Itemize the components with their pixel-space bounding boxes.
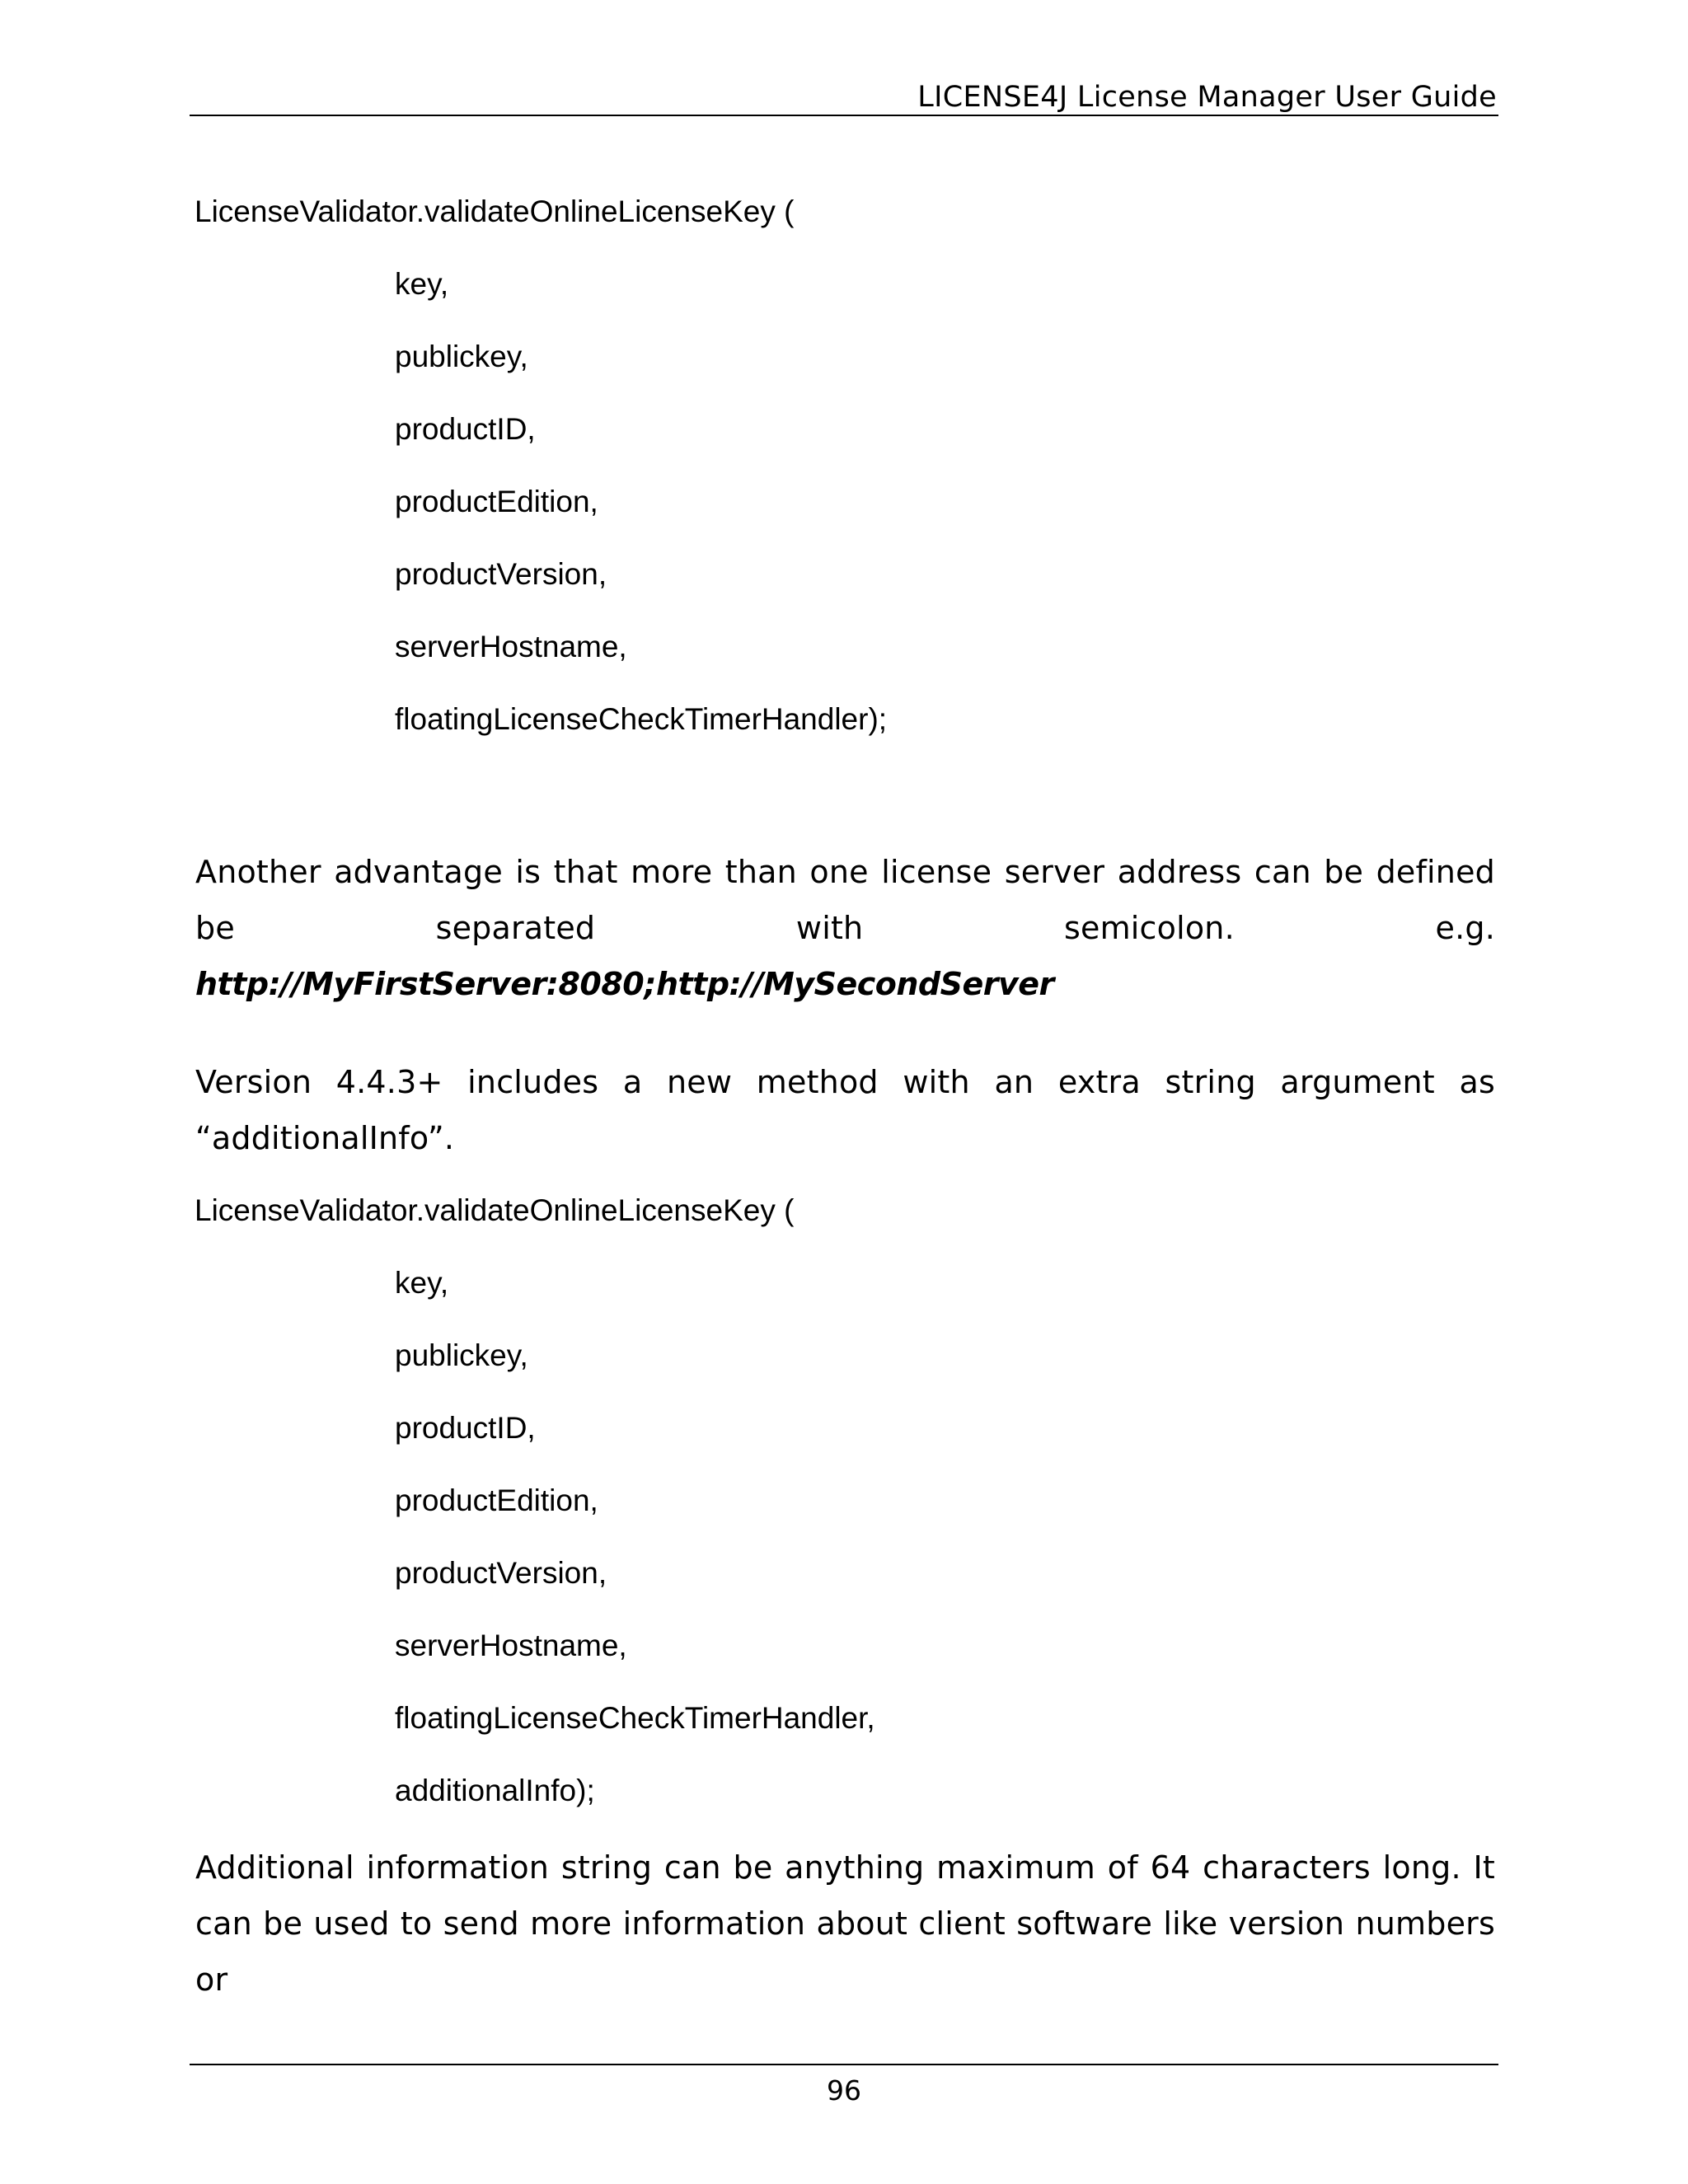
code-argument: key, [395,267,449,301]
code-argument: productVersion, [395,1556,607,1590]
page-number: 96 [827,2074,861,2107]
paragraph-additional-info: Additional information string can be anything maximum of 64 characters long. It can be used to send more information about client software like version numbers or [195,1849,1495,1998]
code-argument: key, [395,1266,449,1300]
header-rule [190,115,1498,116]
code-argument: serverHostname, [395,1629,627,1662]
code-argument: publickey, [395,340,528,373]
code-argument: productVersion, [395,557,607,591]
code-argument: publickey, [395,1338,528,1372]
code-argument: floatingLicenseCheckTimerHandler); [395,702,888,736]
paragraph-multiple-servers [195,844,1495,1012]
paragraph-text: Another advantage is that more than one license server address can be defined be separated with semicolon. e.g. [195,854,1495,946]
footer-rule [190,2064,1498,2065]
code-argument: productEdition, [395,485,598,518]
code-method-call: LicenseValidator.validateOnlineLicenseKey ( [195,1193,795,1227]
code-argument: productID, [395,412,536,446]
code-method-call: LicenseValidator.validateOnlineLicenseKey ( [195,194,795,228]
code-argument: floatingLicenseCheckTimerHandler, [395,1701,875,1735]
example-server-url: http://MyFirstServer:8080;http://MySecondServer [195,966,1054,1002]
code-argument: serverHostname, [395,630,627,663]
code-argument: additionalInfo); [395,1774,595,1807]
paragraph-version-note: Version 4.4.3+ includes a new method with an extra string argument as “additionalInfo”. [195,1064,1495,1156]
code-argument: productID, [395,1411,536,1445]
code-argument: productEdition, [395,1483,598,1517]
running-header-title: LICENSE4J License Manager User Guide [917,81,1497,114]
